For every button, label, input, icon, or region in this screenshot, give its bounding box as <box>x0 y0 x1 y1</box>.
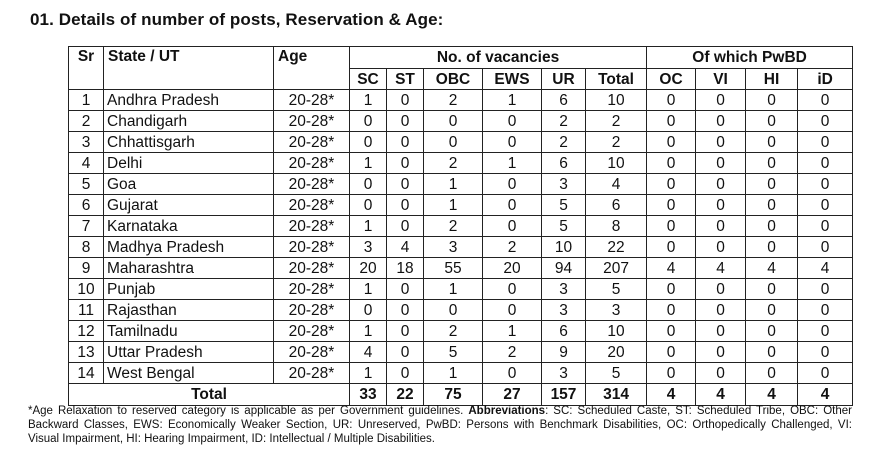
cell-age: 20-28* <box>274 279 350 300</box>
abbreviations-label: Abbreviations <box>468 405 546 417</box>
cell-id: 0 <box>798 195 853 216</box>
total-id: 4 <box>798 384 853 406</box>
cell-sc: 1 <box>350 216 387 237</box>
cell-obc: 0 <box>424 132 483 153</box>
table-row <box>69 237 853 258</box>
cell-sc: 4 <box>350 342 387 363</box>
cell-hi: 0 <box>746 237 798 258</box>
cell-hi: 0 <box>746 195 798 216</box>
cell-total: 10 <box>586 90 647 111</box>
cell-sr: 1 <box>69 90 104 111</box>
cell-oc: 0 <box>647 237 696 258</box>
section-heading: 01. Details of number of posts, Reservation & Age: <box>30 10 444 29</box>
table-row <box>69 258 853 279</box>
total-obc: 75 <box>424 384 483 406</box>
cell-obc: 3 <box>424 237 483 258</box>
cell-ews: 0 <box>483 300 542 321</box>
cell-sr: 7 <box>69 216 104 237</box>
table-row <box>69 195 853 216</box>
cell-oc: 0 <box>647 174 696 195</box>
cell-id: 0 <box>798 363 853 384</box>
cell-vi: 0 <box>696 363 746 384</box>
header-hi: HI <box>746 69 798 90</box>
cell-total: 6 <box>586 195 647 216</box>
cell-oc: 0 <box>647 342 696 363</box>
total-total: 314 <box>586 384 647 406</box>
cell-vi: 0 <box>696 111 746 132</box>
total-oc: 4 <box>647 384 696 406</box>
table-header <box>69 47 853 90</box>
cell-total: 22 <box>586 237 647 258</box>
cell-obc: 2 <box>424 216 483 237</box>
cell-st: 0 <box>387 279 424 300</box>
cell-st: 4 <box>387 237 424 258</box>
cell-age: 20-28* <box>274 195 350 216</box>
cell-id: 0 <box>798 132 853 153</box>
header-vacancies-group: No. of vacancies <box>350 47 647 69</box>
cell-age: 20-28* <box>274 132 350 153</box>
cell-sr: 9 <box>69 258 104 279</box>
cell-st: 0 <box>387 90 424 111</box>
cell-id: 0 <box>798 216 853 237</box>
cell-hi: 0 <box>746 132 798 153</box>
cell-ews: 20 <box>483 258 542 279</box>
cell-ur: 9 <box>542 342 586 363</box>
cell-vi: 0 <box>696 90 746 111</box>
cell-ur: 6 <box>542 90 586 111</box>
cell-oc: 0 <box>647 90 696 111</box>
cell-age: 20-28* <box>274 216 350 237</box>
cell-sr: 10 <box>69 279 104 300</box>
cell-state: Delhi <box>104 153 274 174</box>
cell-ews: 1 <box>483 153 542 174</box>
cell-ews: 0 <box>483 195 542 216</box>
cell-oc: 0 <box>647 300 696 321</box>
table-row <box>69 279 853 300</box>
cell-sr: 14 <box>69 363 104 384</box>
cell-obc: 5 <box>424 342 483 363</box>
cell-ews: 0 <box>483 363 542 384</box>
cell-st: 18 <box>387 258 424 279</box>
cell-vi: 0 <box>696 300 746 321</box>
cell-state: Tamilnadu <box>104 321 274 342</box>
table-row <box>69 153 853 174</box>
cell-total: 4 <box>586 174 647 195</box>
cell-id: 0 <box>798 321 853 342</box>
cell-hi: 0 <box>746 342 798 363</box>
table-row <box>69 321 853 342</box>
cell-state: Rajasthan <box>104 300 274 321</box>
table-body <box>69 90 853 406</box>
cell-oc: 0 <box>647 153 696 174</box>
cell-id: 0 <box>798 90 853 111</box>
header-ur: UR <box>542 69 586 90</box>
cell-ews: 0 <box>483 111 542 132</box>
cell-ur: 3 <box>542 174 586 195</box>
cell-sr: 12 <box>69 321 104 342</box>
cell-oc: 0 <box>647 111 696 132</box>
header-age: Age <box>274 47 350 90</box>
cell-ur: 2 <box>542 132 586 153</box>
cell-sr: 4 <box>69 153 104 174</box>
footnote <box>28 404 852 446</box>
cell-total: 20 <box>586 342 647 363</box>
cell-oc: 0 <box>647 321 696 342</box>
cell-st: 0 <box>387 111 424 132</box>
cell-hi: 0 <box>746 363 798 384</box>
cell-total: 10 <box>586 153 647 174</box>
cell-age: 20-28* <box>274 342 350 363</box>
cell-sr: 8 <box>69 237 104 258</box>
cell-ews: 0 <box>483 279 542 300</box>
cell-hi: 0 <box>746 111 798 132</box>
cell-age: 20-28* <box>274 300 350 321</box>
cell-sr: 13 <box>69 342 104 363</box>
cell-state: West Bengal <box>104 363 274 384</box>
cell-ur: 5 <box>542 216 586 237</box>
abbreviations-text: : SC: Scheduled Caste, ST: Scheduled Tribe, OBC: Other Backward Classes, EWS: Economically Weaker Section, UR: Unreserved, PwBD: Persons with Benchmark Disabilities, OC: Orthopedically Challenged, VI: Visual Impairment, HI: Hearing Impairment, ID: Intellectual / Multiple Disabilities. <box>28 405 852 445</box>
total-st: 22 <box>387 384 424 406</box>
cell-total: 10 <box>586 321 647 342</box>
header-id: iD <box>798 69 853 90</box>
cell-obc: 2 <box>424 90 483 111</box>
cell-state: Uttar Pradesh <box>104 342 274 363</box>
cell-sc: 1 <box>350 321 387 342</box>
cell-sr: 5 <box>69 174 104 195</box>
header-oc: OC <box>647 69 696 90</box>
header-obc: OBC <box>424 69 483 90</box>
cell-oc: 0 <box>647 279 696 300</box>
cell-vi: 0 <box>696 174 746 195</box>
header-sr: Sr <box>69 47 104 90</box>
cell-st: 0 <box>387 195 424 216</box>
cell-ur: 3 <box>542 363 586 384</box>
cell-total: 5 <box>586 279 647 300</box>
cell-sr: 2 <box>69 111 104 132</box>
table-row <box>69 111 853 132</box>
cell-vi: 0 <box>696 321 746 342</box>
total-label: Total <box>69 384 350 406</box>
cell-obc: 55 <box>424 258 483 279</box>
cell-vi: 0 <box>696 342 746 363</box>
vacancy-table <box>68 46 853 406</box>
cell-sc: 0 <box>350 300 387 321</box>
cell-vi: 4 <box>696 258 746 279</box>
cell-vi: 0 <box>696 237 746 258</box>
cell-st: 0 <box>387 300 424 321</box>
table-row <box>69 363 853 384</box>
cell-id: 0 <box>798 279 853 300</box>
cell-state: Chhattisgarh <box>104 132 274 153</box>
cell-obc: 1 <box>424 195 483 216</box>
cell-sc: 1 <box>350 279 387 300</box>
cell-obc: 1 <box>424 174 483 195</box>
cell-age: 20-28* <box>274 237 350 258</box>
cell-id: 4 <box>798 258 853 279</box>
cell-sc: 0 <box>350 174 387 195</box>
header-ews: EWS <box>483 69 542 90</box>
cell-ur: 6 <box>542 153 586 174</box>
header-st: ST <box>387 69 424 90</box>
table-row <box>69 90 853 111</box>
cell-ews: 2 <box>483 342 542 363</box>
cell-st: 0 <box>387 174 424 195</box>
cell-ur: 2 <box>542 111 586 132</box>
cell-oc: 0 <box>647 195 696 216</box>
cell-ur: 5 <box>542 195 586 216</box>
cell-id: 0 <box>798 342 853 363</box>
header-total: Total <box>586 69 647 90</box>
total-hi: 4 <box>746 384 798 406</box>
cell-age: 20-28* <box>274 363 350 384</box>
cell-st: 0 <box>387 216 424 237</box>
cell-sc: 20 <box>350 258 387 279</box>
cell-state: Andhra Pradesh <box>104 90 274 111</box>
cell-hi: 0 <box>746 300 798 321</box>
total-sc: 33 <box>350 384 387 406</box>
total-vi: 4 <box>696 384 746 406</box>
cell-vi: 0 <box>696 279 746 300</box>
cell-st: 0 <box>387 321 424 342</box>
cell-ews: 0 <box>483 174 542 195</box>
cell-st: 0 <box>387 153 424 174</box>
cell-hi: 4 <box>746 258 798 279</box>
cell-ews: 1 <box>483 90 542 111</box>
cell-obc: 0 <box>424 300 483 321</box>
cell-state: Punjab <box>104 279 274 300</box>
header-sc: SC <box>350 69 387 90</box>
cell-obc: 2 <box>424 153 483 174</box>
total-ur: 157 <box>542 384 586 406</box>
cell-obc: 0 <box>424 111 483 132</box>
cell-hi: 0 <box>746 216 798 237</box>
total-row <box>69 384 853 406</box>
cell-state: Madhya Pradesh <box>104 237 274 258</box>
cell-sc: 1 <box>350 90 387 111</box>
cell-oc: 0 <box>647 216 696 237</box>
cell-sr: 3 <box>69 132 104 153</box>
table-row <box>69 132 853 153</box>
header-vi: VI <box>696 69 746 90</box>
cell-state: Gujarat <box>104 195 274 216</box>
cell-total: 2 <box>586 132 647 153</box>
cell-ews: 0 <box>483 132 542 153</box>
cell-sc: 1 <box>350 363 387 384</box>
cell-sc: 1 <box>350 153 387 174</box>
cell-id: 0 <box>798 111 853 132</box>
cell-hi: 0 <box>746 279 798 300</box>
cell-ur: 3 <box>542 300 586 321</box>
cell-st: 0 <box>387 342 424 363</box>
cell-total: 5 <box>586 363 647 384</box>
cell-ur: 94 <box>542 258 586 279</box>
cell-total: 2 <box>586 111 647 132</box>
cell-hi: 0 <box>746 321 798 342</box>
cell-ews: 1 <box>483 321 542 342</box>
cell-sc: 0 <box>350 132 387 153</box>
cell-sr: 11 <box>69 300 104 321</box>
cell-hi: 0 <box>746 90 798 111</box>
cell-obc: 1 <box>424 279 483 300</box>
cell-st: 0 <box>387 363 424 384</box>
cell-ews: 0 <box>483 216 542 237</box>
cell-id: 0 <box>798 300 853 321</box>
table-row <box>69 174 853 195</box>
table-row <box>69 216 853 237</box>
cell-age: 20-28* <box>274 258 350 279</box>
cell-sc: 0 <box>350 195 387 216</box>
header-pwbd-group: Of which PwBD <box>647 47 853 69</box>
cell-oc: 0 <box>647 363 696 384</box>
cell-sr: 6 <box>69 195 104 216</box>
cell-ur: 6 <box>542 321 586 342</box>
cell-sc: 3 <box>350 237 387 258</box>
cell-total: 207 <box>586 258 647 279</box>
age-relaxation-note: *Age Relaxation to reserved category is applicable as per Government guidelines. <box>28 405 464 417</box>
total-ews: 27 <box>483 384 542 406</box>
cell-obc: 1 <box>424 363 483 384</box>
cell-vi: 0 <box>696 216 746 237</box>
cell-vi: 0 <box>696 132 746 153</box>
cell-ur: 3 <box>542 279 586 300</box>
table-row <box>69 342 853 363</box>
table-row <box>69 300 853 321</box>
cell-hi: 0 <box>746 153 798 174</box>
header-state: State / UT <box>104 47 274 90</box>
cell-ews: 2 <box>483 237 542 258</box>
cell-total: 8 <box>586 216 647 237</box>
cell-hi: 0 <box>746 174 798 195</box>
cell-age: 20-28* <box>274 321 350 342</box>
cell-obc: 2 <box>424 321 483 342</box>
cell-ur: 10 <box>542 237 586 258</box>
cell-age: 20-28* <box>274 90 350 111</box>
cell-oc: 4 <box>647 258 696 279</box>
cell-state: Chandigarh <box>104 111 274 132</box>
cell-id: 0 <box>798 237 853 258</box>
cell-oc: 0 <box>647 132 696 153</box>
cell-total: 3 <box>586 300 647 321</box>
cell-sc: 0 <box>350 111 387 132</box>
cell-age: 20-28* <box>274 174 350 195</box>
cell-age: 20-28* <box>274 111 350 132</box>
cell-vi: 0 <box>696 153 746 174</box>
cell-state: Goa <box>104 174 274 195</box>
cell-vi: 0 <box>696 195 746 216</box>
cell-id: 0 <box>798 174 853 195</box>
cell-state: Karnataka <box>104 216 274 237</box>
cell-age: 20-28* <box>274 153 350 174</box>
cell-st: 0 <box>387 132 424 153</box>
cell-id: 0 <box>798 153 853 174</box>
cell-state: Maharashtra <box>104 258 274 279</box>
